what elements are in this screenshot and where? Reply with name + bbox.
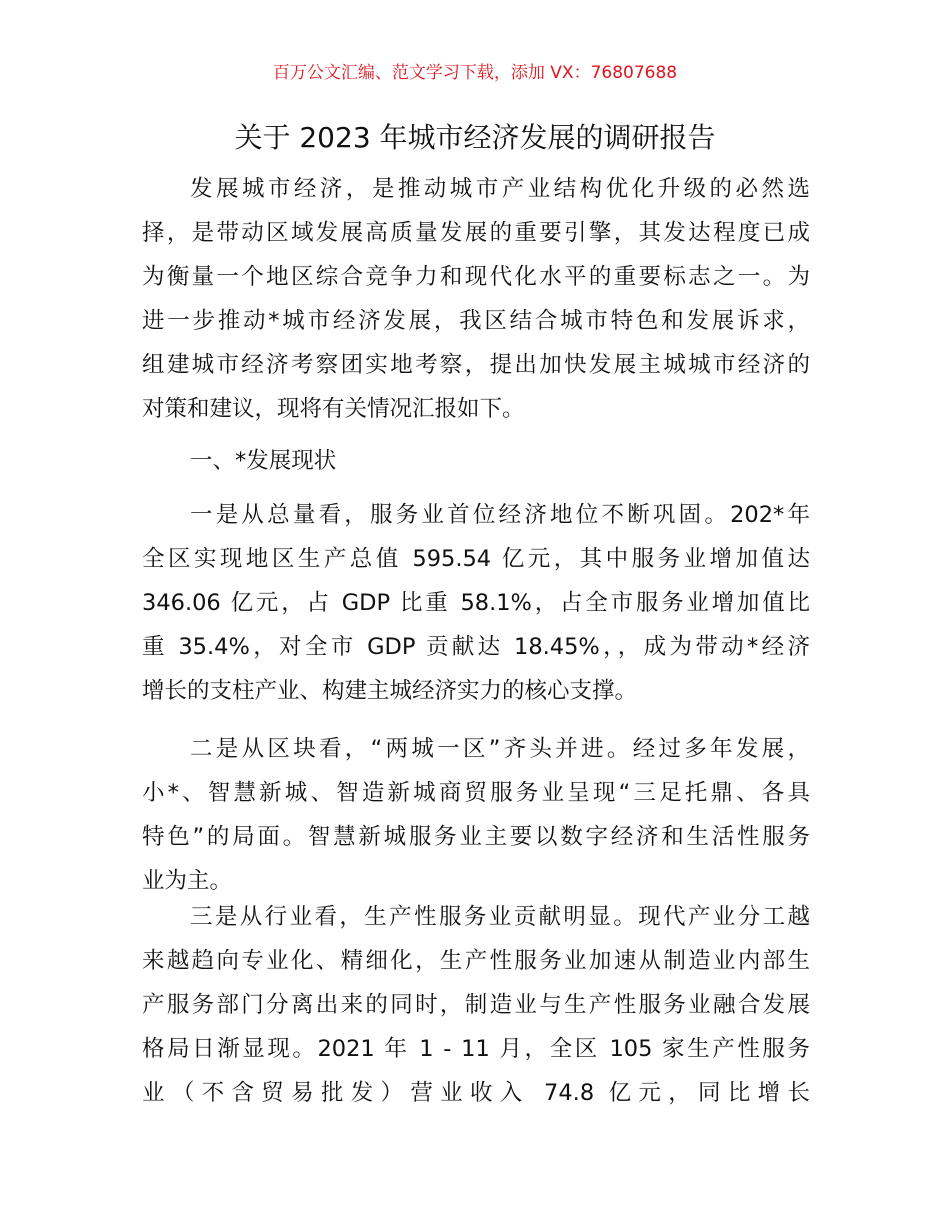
paragraph-line: 发展城市经济，是推动城市产业结构优化升级的必然选: [190, 176, 810, 202]
paragraph-line: 全区实现地区生产总值 595.54 亿元，其中服务业增加值达: [142, 546, 810, 572]
paragraph-line: 进一步推动*城市经济发展，我区结合城市特色和发展诉求，: [142, 308, 810, 334]
paragraph-line: 业（不含贸易批发）营业收入 74.8 亿元，同比增长: [142, 1080, 810, 1106]
paragraph-line: 增长的支柱产业、构建主城经济实力的核心支撑。: [142, 678, 638, 704]
document-title: 关于 2023 年城市经济发展的调研报告: [234, 121, 716, 154]
paragraph-line: 业为主。: [142, 868, 233, 894]
paragraph-line: 二是从区块看，“两城一区”齐头并进。经过多年发展，: [190, 736, 810, 762]
paragraph-line: 产服务部门分离出来的同时，制造业与生产性服务业融合发展: [142, 992, 810, 1018]
paragraph-line: 346.06 亿元，占 GDP 比重 58.1%，占全市服务业增加值比: [142, 590, 810, 616]
paragraph-line: 组建城市经济考察团实地考察，提出加快发展主城城市经济的: [142, 352, 810, 378]
paragraph-line: 一是从总量看，服务业首位经济地位不断巩固。202*年: [190, 502, 810, 528]
paragraph-line: 择，是带动区域发展高质量发展的重要引擎，其发达程度已成: [142, 220, 810, 246]
paragraph-line: 对策和建议，现将有关情况汇报如下。: [142, 396, 525, 422]
paragraph-line: 为衡量一个地区综合竞争力和现代化水平的重要标志之一。为: [142, 264, 810, 290]
section-heading: 一、*发展现状: [190, 448, 337, 474]
paragraph-line: 来越趋向专业化、精细化，生产性服务业加速从制造业内部生: [142, 948, 810, 974]
paragraph-line: 小*、智慧新城、智造新城商贸服务业呈现“三足托鼎、各具: [142, 780, 810, 806]
paragraph-line: 特色”的局面。智慧新城服务业主要以数字经济和生活性服务: [142, 824, 810, 850]
paragraph-line: 格局日渐显现。2021 年 1 - 11 月，全区 105 家生产性服务: [142, 1036, 810, 1062]
watermark-banner: 百万公文汇编、范文学习下载，添加 VX：76807688: [272, 63, 678, 83]
paragraph-line: 重 35.4%，对全市 GDP 贡献达 18.45%，，成为带动*经济: [142, 634, 810, 660]
paragraph-line: 三是从行业看，生产性服务业贡献明显。现代产业分工越: [190, 904, 810, 930]
